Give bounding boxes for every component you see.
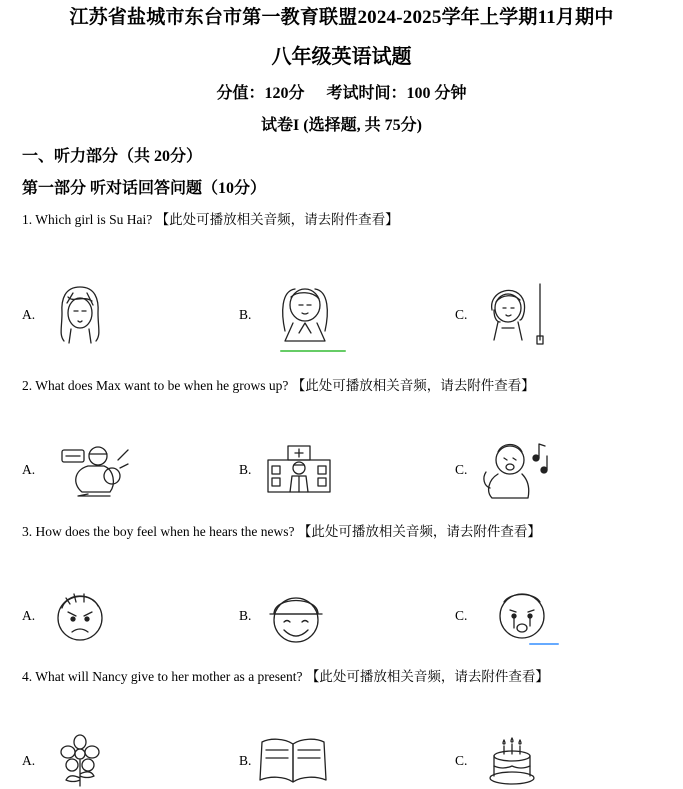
option-2b-label: B. bbox=[239, 462, 252, 477]
angry-face-icon bbox=[52, 588, 108, 644]
option-2a-label: A. bbox=[22, 462, 36, 477]
paper-heading: 试卷I (选择题, 共 75分) bbox=[261, 117, 422, 134]
score-info: 分值：120分 bbox=[216, 85, 305, 102]
question-3: 3. How does the boy feel when he hears the news? 【此处可播放相关音频，请去附件查看】 bbox=[22, 524, 541, 539]
doctor-hospital-icon bbox=[262, 434, 336, 496]
option-3b-label: B. bbox=[239, 608, 252, 623]
document-subtitle: 八年级英语试题 bbox=[271, 46, 412, 68]
option-4b-label: B. bbox=[239, 753, 252, 768]
option-3c-label: C. bbox=[455, 608, 468, 623]
time-info: 考试时间：100 分钟 bbox=[326, 85, 467, 102]
uniform-girl-icon bbox=[273, 283, 349, 355]
section-title: 一、听力部分（共 20分） bbox=[22, 148, 203, 165]
option-4c-label: C. bbox=[455, 753, 468, 768]
part-title: 第一部分 听对话回答问题（10分） bbox=[22, 180, 267, 197]
flower-icon bbox=[56, 734, 104, 788]
crying-face-icon bbox=[494, 588, 560, 648]
book-icon bbox=[256, 734, 330, 786]
exam-meta bbox=[0, 80, 683, 103]
short-hair-girl-icon bbox=[484, 280, 546, 346]
option-1a-label: A. bbox=[22, 307, 36, 322]
option-1b-label: B. bbox=[239, 307, 252, 322]
question-1: 1. Which girl is Su Hai? 【此处可播放相关音频，请去附件查看】 bbox=[22, 212, 399, 227]
racing-driver-icon bbox=[58, 440, 130, 498]
happy-face-icon bbox=[266, 590, 326, 646]
long-hair-girl-icon bbox=[55, 283, 105, 345]
option-4a-label: A. bbox=[22, 753, 36, 768]
question-4: 4. What will Nancy give to her mother as a present? 【此处可播放相关音频，请去附件查看】 bbox=[22, 669, 549, 684]
question-2: 2. What does Max want to be when he grows up? 【此处可播放相关音频，请去附件查看】 bbox=[22, 378, 535, 393]
option-3a-label: A. bbox=[22, 608, 36, 623]
option-1c-label: C. bbox=[455, 307, 468, 322]
singer-icon bbox=[478, 438, 552, 502]
document-title: 江苏省盐城市东台市第一教育联盟2024-2025学年上学期11月期中 bbox=[69, 7, 614, 28]
birthday-cake-icon bbox=[486, 732, 538, 788]
option-2c-label: C. bbox=[455, 462, 468, 477]
